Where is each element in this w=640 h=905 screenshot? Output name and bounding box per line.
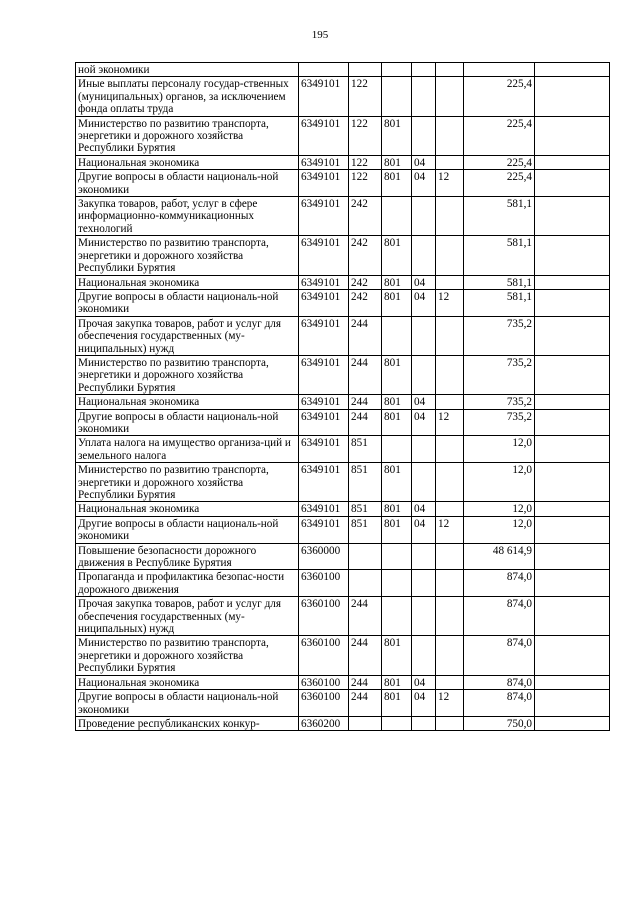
row-subsection-cell	[436, 636, 464, 675]
row-ministry-code-cell: 801	[382, 289, 412, 316]
row-section-cell: 04	[412, 690, 436, 717]
row-section-cell	[412, 543, 436, 570]
row-subsection-cell	[436, 395, 464, 409]
table-row	[76, 170, 610, 197]
row-code-cell: 6349101	[299, 116, 349, 155]
row-section-cell: 04	[412, 516, 436, 543]
row-sum-cell: 874,0	[464, 636, 535, 675]
row-sum-cell: 12,0	[464, 463, 535, 502]
row-empty-cell	[535, 597, 610, 636]
row-expense-type-cell: 122	[349, 77, 382, 116]
row-section-cell	[412, 77, 436, 116]
row-subsection-cell	[436, 502, 464, 516]
table-row	[76, 690, 610, 717]
row-sum-cell: 735,2	[464, 409, 535, 436]
row-empty-cell	[535, 436, 610, 463]
row-sum-cell: 874,0	[464, 597, 535, 636]
budget-table	[75, 62, 610, 731]
row-ministry-code-cell: 801	[382, 690, 412, 717]
row-sum-cell: 750,0	[464, 716, 535, 730]
row-ministry-code-cell	[382, 543, 412, 570]
table-row	[76, 289, 610, 316]
row-expense-type-cell	[349, 570, 382, 597]
row-empty-cell	[535, 502, 610, 516]
row-empty-cell	[535, 690, 610, 717]
row-expense-type-cell: 122	[349, 155, 382, 169]
row-name-cell: ной экономики	[76, 63, 299, 77]
row-ministry-code-cell: 801	[382, 355, 412, 394]
table-row	[76, 395, 610, 409]
row-code-cell: 6360100	[299, 675, 349, 689]
row-ministry-code-cell: 801	[382, 170, 412, 197]
row-section-cell: 04	[412, 395, 436, 409]
row-section-cell	[412, 570, 436, 597]
row-code-cell: 6349101	[299, 516, 349, 543]
row-section-cell: 04	[412, 409, 436, 436]
row-section-cell	[412, 63, 436, 77]
row-section-cell	[412, 316, 436, 355]
row-sum-cell	[464, 63, 535, 77]
row-code-cell	[299, 63, 349, 77]
row-ministry-code-cell: 801	[382, 275, 412, 289]
row-subsection-cell	[436, 197, 464, 236]
row-code-cell: 6360100	[299, 597, 349, 636]
row-subsection-cell	[436, 275, 464, 289]
row-ministry-code-cell	[382, 316, 412, 355]
row-empty-cell	[535, 236, 610, 275]
row-code-cell: 6349101	[299, 463, 349, 502]
row-ministry-code-cell: 801	[382, 675, 412, 689]
row-sum-cell: 12,0	[464, 436, 535, 463]
row-subsection-cell	[436, 675, 464, 689]
table-row	[76, 63, 610, 77]
row-expense-type-cell: 851	[349, 502, 382, 516]
table-row	[76, 636, 610, 675]
row-name-cell: Другие вопросы в области националь-ной экономики	[76, 409, 299, 436]
row-ministry-code-cell: 801	[382, 502, 412, 516]
row-sum-cell: 225,4	[464, 116, 535, 155]
row-subsection-cell	[436, 316, 464, 355]
row-code-cell: 6349101	[299, 236, 349, 275]
row-name-cell: Повышение безопасности дорожного движения в Республике Бурятия	[76, 543, 299, 570]
row-name-cell: Министерство по развитию транспорта, энергетики и дорожного хозяйства Республики Бурятия	[76, 236, 299, 275]
row-name-cell: Пропаганда и профилактика безопас-ности дорожного движения	[76, 570, 299, 597]
row-expense-type-cell: 244	[349, 409, 382, 436]
row-code-cell: 6360000	[299, 543, 349, 570]
row-ministry-code-cell: 801	[382, 516, 412, 543]
row-section-cell	[412, 436, 436, 463]
row-ministry-code-cell: 801	[382, 463, 412, 502]
row-subsection-cell	[436, 155, 464, 169]
row-code-cell: 6349101	[299, 197, 349, 236]
row-subsection-cell	[436, 463, 464, 502]
row-expense-type-cell: 242	[349, 197, 382, 236]
row-sum-cell: 874,0	[464, 675, 535, 689]
row-empty-cell	[535, 289, 610, 316]
row-expense-type-cell: 122	[349, 170, 382, 197]
row-ministry-code-cell	[382, 63, 412, 77]
row-subsection-cell: 12	[436, 289, 464, 316]
row-expense-type-cell: 244	[349, 690, 382, 717]
row-name-cell: Национальная экономика	[76, 395, 299, 409]
row-sum-cell: 581,1	[464, 197, 535, 236]
row-sum-cell: 874,0	[464, 570, 535, 597]
table-row	[76, 597, 610, 636]
row-code-cell: 6360200	[299, 716, 349, 730]
row-empty-cell	[535, 155, 610, 169]
row-section-cell: 04	[412, 502, 436, 516]
row-section-cell: 04	[412, 155, 436, 169]
row-sum-cell: 225,4	[464, 155, 535, 169]
row-name-cell: Другие вопросы в области националь-ной экономики	[76, 289, 299, 316]
row-code-cell: 6349101	[299, 275, 349, 289]
row-code-cell: 6349101	[299, 316, 349, 355]
row-subsection-cell: 12	[436, 170, 464, 197]
row-empty-cell	[535, 63, 610, 77]
row-sum-cell: 874,0	[464, 690, 535, 717]
row-subsection-cell	[436, 63, 464, 77]
row-name-cell: Уплата налога на имущество организа-ций и земельного налога	[76, 436, 299, 463]
row-sum-cell: 735,2	[464, 395, 535, 409]
row-ministry-code-cell	[382, 716, 412, 730]
row-empty-cell	[535, 170, 610, 197]
row-empty-cell	[535, 355, 610, 394]
table-row	[76, 77, 610, 116]
row-expense-type-cell: 242	[349, 275, 382, 289]
row-sum-cell: 225,4	[464, 170, 535, 197]
table-row	[76, 716, 610, 730]
row-ministry-code-cell: 801	[382, 116, 412, 155]
row-name-cell: Национальная экономика	[76, 155, 299, 169]
row-expense-type-cell: 244	[349, 675, 382, 689]
row-name-cell: Министерство по развитию транспорта, энергетики и дорожного хозяйства Республики Бурятия	[76, 463, 299, 502]
row-section-cell	[412, 463, 436, 502]
table-row	[76, 436, 610, 463]
row-subsection-cell: 12	[436, 690, 464, 717]
row-expense-type-cell	[349, 716, 382, 730]
table-row	[76, 502, 610, 516]
row-ministry-code-cell: 801	[382, 409, 412, 436]
table-row	[76, 463, 610, 502]
row-code-cell: 6360100	[299, 636, 349, 675]
row-ministry-code-cell	[382, 570, 412, 597]
row-subsection-cell	[436, 716, 464, 730]
row-name-cell: Министерство по развитию транспорта, энергетики и дорожного хозяйства Республики Бурятия	[76, 355, 299, 394]
table-row	[76, 316, 610, 355]
row-name-cell: Иные выплаты персоналу государ-ственных (муниципальных) органов, за исключением фонда оплаты труда	[76, 77, 299, 116]
table-row	[76, 570, 610, 597]
row-subsection-cell	[436, 236, 464, 275]
row-sum-cell: 12,0	[464, 502, 535, 516]
row-sum-cell: 48 614,9	[464, 543, 535, 570]
row-section-cell	[412, 236, 436, 275]
row-ministry-code-cell	[382, 197, 412, 236]
row-empty-cell	[535, 516, 610, 543]
row-expense-type-cell: 122	[349, 116, 382, 155]
row-subsection-cell	[436, 355, 464, 394]
row-name-cell: Национальная экономика	[76, 275, 299, 289]
row-empty-cell	[535, 77, 610, 116]
page-number: 195	[311, 29, 329, 41]
table-row	[76, 516, 610, 543]
row-name-cell: Закупка товаров, работ, услуг в сфере информационно-коммуникационных технологий	[76, 197, 299, 236]
row-subsection-cell: 12	[436, 516, 464, 543]
row-empty-cell	[535, 543, 610, 570]
row-empty-cell	[535, 316, 610, 355]
row-subsection-cell	[436, 436, 464, 463]
row-empty-cell	[535, 409, 610, 436]
row-name-cell: Прочая закупка товаров, работ и услуг для обеспечения государственных (му-ниципальных) нужд	[76, 316, 299, 355]
row-expense-type-cell: 244	[349, 636, 382, 675]
row-ministry-code-cell: 801	[382, 395, 412, 409]
row-section-cell	[412, 716, 436, 730]
row-empty-cell	[535, 636, 610, 675]
row-empty-cell	[535, 716, 610, 730]
row-section-cell	[412, 597, 436, 636]
row-sum-cell: 225,4	[464, 77, 535, 116]
row-code-cell: 6349101	[299, 436, 349, 463]
row-name-cell: Национальная экономика	[76, 502, 299, 516]
row-expense-type-cell: 244	[349, 316, 382, 355]
row-name-cell: Прочая закупка товаров, работ и услуг для обеспечения государственных (му-ниципальных) нужд	[76, 597, 299, 636]
row-ministry-code-cell	[382, 77, 412, 116]
row-code-cell: 6349101	[299, 409, 349, 436]
row-section-cell: 04	[412, 275, 436, 289]
row-expense-type-cell: 244	[349, 395, 382, 409]
row-empty-cell	[535, 116, 610, 155]
row-code-cell: 6349101	[299, 170, 349, 197]
row-code-cell: 6349101	[299, 289, 349, 316]
row-code-cell: 6349101	[299, 355, 349, 394]
table-row	[76, 236, 610, 275]
table-row	[76, 155, 610, 169]
row-section-cell: 04	[412, 289, 436, 316]
row-empty-cell	[535, 275, 610, 289]
row-expense-type-cell: 851	[349, 436, 382, 463]
row-empty-cell	[535, 197, 610, 236]
row-name-cell: Другие вопросы в области националь-ной экономики	[76, 516, 299, 543]
row-code-cell: 6349101	[299, 77, 349, 116]
row-empty-cell	[535, 395, 610, 409]
row-expense-type-cell: 244	[349, 597, 382, 636]
row-code-cell: 6360100	[299, 690, 349, 717]
row-sum-cell: 581,1	[464, 289, 535, 316]
table-row	[76, 355, 610, 394]
row-name-cell: Министерство по развитию транспорта, энергетики и дорожного хозяйства Республики Бурятия	[76, 636, 299, 675]
row-ministry-code-cell: 801	[382, 636, 412, 675]
row-ministry-code-cell: 801	[382, 155, 412, 169]
row-subsection-cell: 12	[436, 409, 464, 436]
row-expense-type-cell: 242	[349, 289, 382, 316]
row-section-cell: 04	[412, 170, 436, 197]
row-empty-cell	[535, 463, 610, 502]
row-sum-cell: 735,2	[464, 316, 535, 355]
row-section-cell	[412, 636, 436, 675]
row-subsection-cell	[436, 77, 464, 116]
row-expense-type-cell	[349, 63, 382, 77]
table-row	[76, 116, 610, 155]
row-empty-cell	[535, 570, 610, 597]
row-expense-type-cell: 851	[349, 463, 382, 502]
row-section-cell: 04	[412, 675, 436, 689]
row-section-cell	[412, 197, 436, 236]
table-row	[76, 275, 610, 289]
row-name-cell: Национальная экономика	[76, 675, 299, 689]
row-sum-cell: 735,2	[464, 355, 535, 394]
row-sum-cell: 581,1	[464, 236, 535, 275]
row-sum-cell: 581,1	[464, 275, 535, 289]
row-code-cell: 6349101	[299, 395, 349, 409]
row-code-cell: 6360100	[299, 570, 349, 597]
table-body	[76, 63, 610, 731]
row-empty-cell	[535, 675, 610, 689]
table-row	[76, 409, 610, 436]
row-subsection-cell	[436, 116, 464, 155]
row-expense-type-cell: 851	[349, 516, 382, 543]
row-name-cell: Министерство по развитию транспорта, энергетики и дорожного хозяйства Республики Бурятия	[76, 116, 299, 155]
row-subsection-cell	[436, 543, 464, 570]
row-subsection-cell	[436, 597, 464, 636]
table-row	[76, 197, 610, 236]
row-expense-type-cell: 242	[349, 236, 382, 275]
row-section-cell	[412, 116, 436, 155]
row-subsection-cell	[436, 570, 464, 597]
row-name-cell: Другие вопросы в области националь-ной экономики	[76, 170, 299, 197]
row-ministry-code-cell	[382, 436, 412, 463]
row-code-cell: 6349101	[299, 502, 349, 516]
table-row	[76, 543, 610, 570]
row-ministry-code-cell	[382, 597, 412, 636]
row-section-cell	[412, 355, 436, 394]
row-sum-cell: 12,0	[464, 516, 535, 543]
row-expense-type-cell: 244	[349, 355, 382, 394]
row-name-cell: Проведение республиканских конкур-	[76, 716, 299, 730]
row-expense-type-cell	[349, 543, 382, 570]
row-code-cell: 6349101	[299, 155, 349, 169]
table-row	[76, 675, 610, 689]
row-name-cell: Другие вопросы в области националь-ной экономики	[76, 690, 299, 717]
row-ministry-code-cell: 801	[382, 236, 412, 275]
